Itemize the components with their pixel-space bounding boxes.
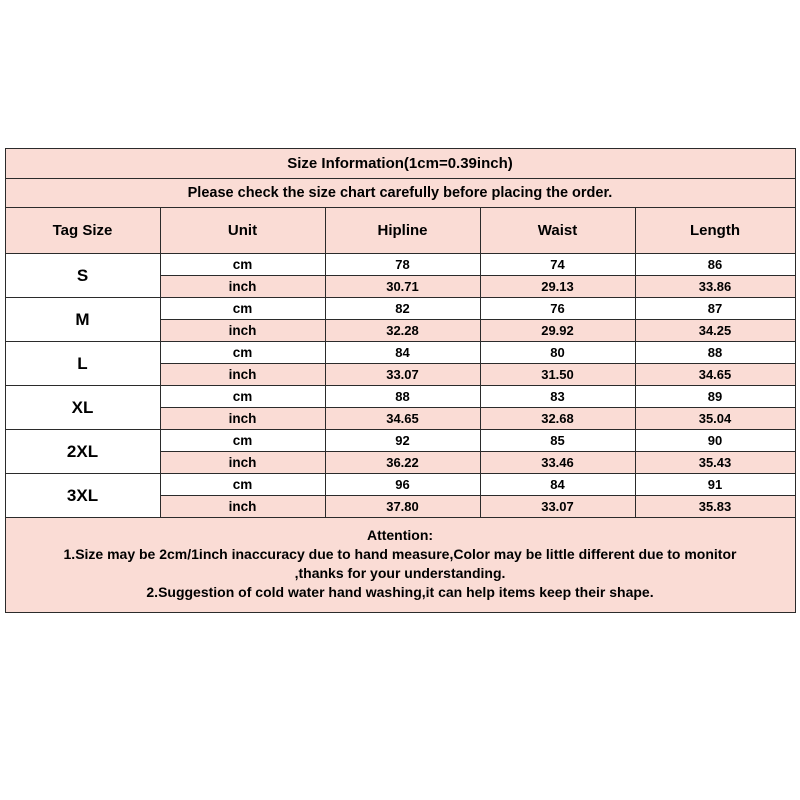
table-row [5,474,795,496]
unit-label-cm: cm [160,474,325,496]
header-waist: Waist [480,208,635,254]
waist-inch: 33.07 [480,496,635,518]
length-cm: 88 [635,342,795,364]
table-subtitle-row [5,179,795,208]
table-row [5,342,795,364]
waist-cm: 83 [480,386,635,408]
waist-cm: 85 [480,430,635,452]
chart-subtitle: Please check the size chart carefully before placing the order. [5,179,795,208]
hipline-inch: 30.71 [325,276,480,298]
waist-cm: 76 [480,298,635,320]
hipline-cm: 88 [325,386,480,408]
unit-label-inch: inch [160,496,325,518]
size-chart-container [0,148,800,613]
header-unit: Unit [160,208,325,254]
unit-label-inch: inch [160,320,325,342]
waist-inch: 32.68 [480,408,635,430]
header-tag-size: Tag Size [5,208,160,254]
attention-notes [5,518,795,613]
waist-cm: 84 [480,474,635,496]
chart-title: Size Information(1cm=0.39inch) [5,149,795,179]
tag-size-value: 2XL [5,430,160,474]
hipline-inch: 36.22 [325,452,480,474]
unit-label-cm: cm [160,386,325,408]
tag-size-value: XL [5,386,160,430]
waist-inch: 29.13 [480,276,635,298]
unit-label-inch: inch [160,452,325,474]
hipline-cm: 84 [325,342,480,364]
hipline-inch: 33.07 [325,364,480,386]
waist-inch: 33.46 [480,452,635,474]
length-inch: 35.83 [635,496,795,518]
tag-size-value: L [5,342,160,386]
attention-line-1: 1.Size may be 2cm/1inch inaccuracy due to hand measure,Color may be little different due to monitor [63,545,737,562]
length-inch: 35.43 [635,452,795,474]
table-row [5,254,795,276]
unit-label-cm: cm [160,430,325,452]
waist-cm: 74 [480,254,635,276]
unit-label-inch: inch [160,364,325,386]
header-hipline: Hipline [325,208,480,254]
length-inch: 34.65 [635,364,795,386]
unit-label-inch: inch [160,276,325,298]
length-inch: 35.04 [635,408,795,430]
length-inch: 34.25 [635,320,795,342]
hipline-cm: 78 [325,254,480,276]
length-inch: 33.86 [635,276,795,298]
length-cm: 87 [635,298,795,320]
attention-line-2: ,thanks for your understanding. [294,564,506,581]
attention-heading: Attention: [366,527,434,543]
hipline-inch: 34.65 [325,408,480,430]
hipline-inch: 37.80 [325,496,480,518]
tag-size-value: S [5,254,160,298]
waist-inch: 31.50 [480,364,635,386]
length-cm: 91 [635,474,795,496]
tag-size-value: M [5,298,160,342]
hipline-inch: 32.28 [325,320,480,342]
size-information-table [5,148,796,613]
hipline-cm: 92 [325,430,480,452]
attention-line-3: 2.Suggestion of cold water hand washing,it can help items keep their shape. [146,583,654,600]
attention-row [5,518,795,613]
header-length: Length [635,208,795,254]
hipline-cm: 82 [325,298,480,320]
unit-label-cm: cm [160,342,325,364]
unit-label-cm: cm [160,298,325,320]
table-row [5,430,795,452]
table-header-row [5,208,795,254]
waist-cm: 80 [480,342,635,364]
length-cm: 90 [635,430,795,452]
length-cm: 86 [635,254,795,276]
length-cm: 89 [635,386,795,408]
waist-inch: 29.92 [480,320,635,342]
table-row [5,386,795,408]
unit-label-cm: cm [160,254,325,276]
hipline-cm: 96 [325,474,480,496]
table-row [5,298,795,320]
unit-label-inch: inch [160,408,325,430]
table-title-row [5,149,795,179]
tag-size-value: 3XL [5,474,160,518]
